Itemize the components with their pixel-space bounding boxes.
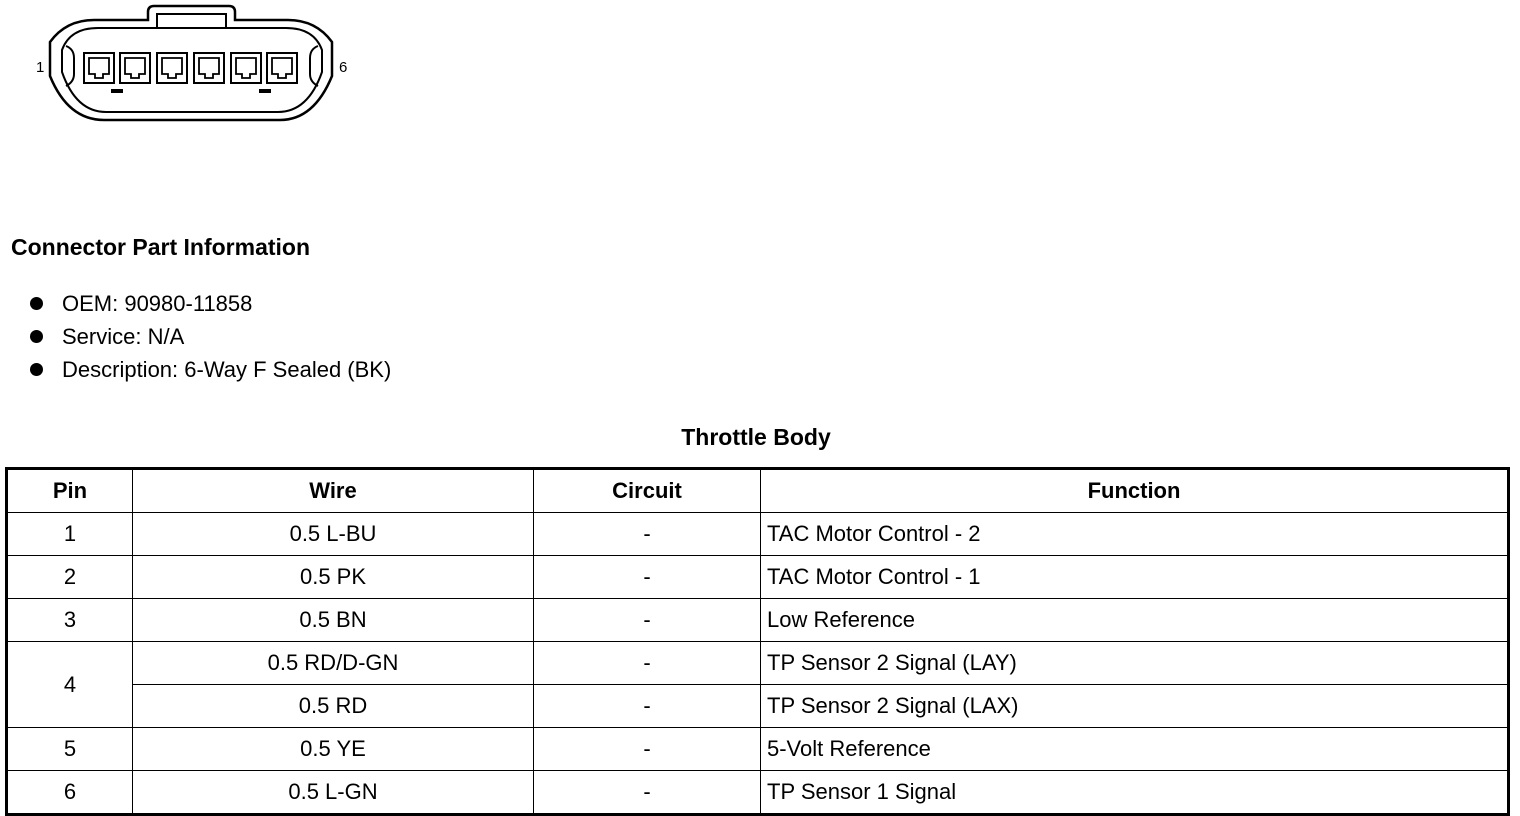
connector-seal-right — [310, 46, 318, 86]
cell-function: TP Sensor 2 Signal (LAX) — [761, 685, 1509, 728]
info-oem — [30, 287, 391, 320]
cell-function: TP Sensor 1 Signal — [761, 771, 1509, 815]
pin-label-last: 6 — [339, 59, 348, 76]
col-header-pin: Pin — [7, 469, 133, 513]
cell-circuit: - — [534, 642, 761, 685]
cell-circuit: - — [534, 599, 761, 642]
cell-circuit: - — [534, 513, 761, 556]
connector-part-info-heading: Connector Part Information — [11, 234, 311, 260]
polarization-mark-left — [111, 89, 123, 93]
cell-wire: 0.5 L-BU — [133, 513, 534, 556]
connector-face-diagram — [0, 0, 360, 130]
cell-pin: 2 — [7, 556, 133, 599]
table-row — [7, 556, 1509, 599]
cell-function: 5-Volt Reference — [761, 728, 1509, 771]
cell-pin: 6 — [7, 771, 133, 815]
terminal-cavity-6 — [267, 53, 297, 83]
cell-wire: 0.5 RD — [133, 685, 534, 728]
polarization-mark-right — [259, 89, 271, 93]
cell-pin: 5 — [7, 728, 133, 771]
cell-circuit: - — [534, 771, 761, 815]
bullet-icon — [30, 363, 43, 376]
cell-wire: 0.5 YE — [133, 728, 534, 771]
col-header-wire: Wire — [133, 469, 534, 513]
info-description-text: Description: 6-Way F Sealed (BK) — [62, 357, 392, 382]
table-row — [7, 685, 1509, 728]
pinout-table — [5, 467, 1510, 816]
cell-function: TP Sensor 2 Signal (LAY) — [761, 642, 1509, 685]
table-title: Throttle Body — [681, 424, 831, 450]
terminal-cavity-3 — [157, 53, 187, 83]
col-header-circuit: Circuit — [534, 469, 761, 513]
terminal-cavity-4 — [194, 53, 224, 83]
info-service-text: Service: N/A — [62, 324, 185, 349]
info-description — [30, 353, 391, 386]
connector-latch — [157, 14, 226, 28]
cell-pin: 4 — [7, 642, 133, 728]
bullet-icon — [30, 297, 43, 310]
cell-pin: 3 — [7, 599, 133, 642]
bullet-icon — [30, 330, 43, 343]
connector-info-list — [30, 287, 391, 386]
connector-housing-outer — [50, 6, 332, 120]
cell-pin: 1 — [7, 513, 133, 556]
info-service — [30, 320, 391, 353]
cell-circuit: - — [534, 685, 761, 728]
table-row — [7, 513, 1509, 556]
connector-housing-inner — [62, 28, 322, 112]
terminal-cavity-5 — [231, 53, 261, 83]
cell-function: Low Reference — [761, 599, 1509, 642]
cell-circuit: - — [534, 556, 761, 599]
table-header-row — [7, 469, 1509, 513]
info-oem-text: OEM: 90980-11858 — [62, 291, 253, 316]
table-row — [7, 728, 1509, 771]
cell-wire: 0.5 PK — [133, 556, 534, 599]
pin-label-first: 1 — [36, 59, 45, 76]
table-row — [7, 599, 1509, 642]
table-row — [7, 642, 1509, 685]
cell-wire: 0.5 L-GN — [133, 771, 534, 815]
terminal-cavity-2 — [120, 53, 150, 83]
cell-circuit: - — [534, 728, 761, 771]
cell-wire: 0.5 BN — [133, 599, 534, 642]
table-row — [7, 771, 1509, 815]
col-header-function: Function — [761, 469, 1509, 513]
cell-function: TAC Motor Control - 2 — [761, 513, 1509, 556]
terminal-cavity-1 — [84, 53, 114, 83]
connector-seal-left — [66, 46, 74, 86]
cell-function: TAC Motor Control - 1 — [761, 556, 1509, 599]
cell-wire: 0.5 RD/D-GN — [133, 642, 534, 685]
